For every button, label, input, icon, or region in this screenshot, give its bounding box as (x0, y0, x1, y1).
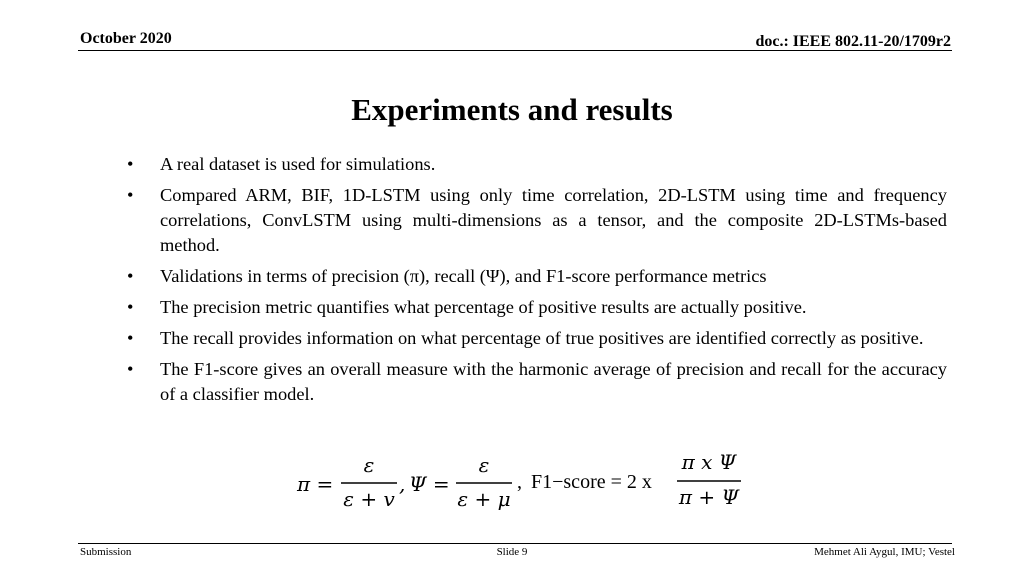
bullet-text: The precision metric quantifies what percentage of positive results are actually positive. (160, 297, 807, 317)
bullet-text: Validations in terms of precision (π), recall (Ψ), and F1-score performance metrics (160, 266, 767, 286)
pi-symbol: π = (297, 472, 334, 496)
metrics-formula (0, 448, 1024, 518)
header-rule (78, 50, 952, 51)
comma-2: , (517, 471, 522, 493)
bullet-text: Compared ARM, BIF, 1D-LSTM using only time correlation, 2D-LSTM using time and frequency correlations, ConvLSTM using multi-dimensions as a tensor, and the composite 2D-LSTMs-based method. (160, 185, 947, 255)
bullet-item (127, 326, 947, 351)
f1-numerator: π x Ψ (681, 450, 737, 474)
bullet-item (127, 183, 947, 258)
bullet-text: A real dataset is used for simulations. (160, 154, 436, 174)
footer-slide-number: Slide 9 (496, 546, 528, 558)
bullet-dot-icon: • (127, 185, 134, 205)
comma-1: , (399, 472, 406, 496)
slide-title: Experiments and results (351, 92, 673, 127)
bullet-text: The F1-score gives an overall measure with the harmonic average of precision and recall for the accuracy of a classifier model. (160, 359, 947, 404)
footer-rule (78, 543, 952, 544)
bullet-dot-icon: • (127, 266, 134, 286)
psi-numerator: ε (478, 453, 490, 477)
bullet-item (127, 152, 947, 177)
bullet-dot-icon: • (127, 359, 134, 379)
bullet-dot-icon: • (127, 297, 134, 317)
header-date: October 2020 (80, 30, 172, 47)
bullet-dot-icon: • (127, 328, 134, 348)
f1-score-label: F1−score = 2 x (531, 471, 652, 493)
footer-author: Mehmet Ali Aygul, IMU; Vestel (814, 546, 955, 558)
bullet-item (127, 295, 947, 320)
bullet-item (127, 264, 947, 289)
bullet-dot-icon: • (127, 154, 134, 174)
pi-denominator: ε + v (343, 487, 395, 511)
psi-symbol: Ψ = (409, 472, 450, 496)
formula-svg (0, 448, 1024, 518)
bullet-item (127, 357, 947, 407)
bullet-list (127, 152, 947, 413)
pi-numerator: ε (363, 453, 375, 477)
psi-denominator: ε + μ (457, 487, 511, 511)
footer-submission: Submission (80, 546, 132, 558)
bullet-text: The recall provides information on what percentage of true positives are identified correctly as positive. (160, 328, 924, 348)
header-doc-id: doc.: IEEE 802.11-20/1709r2 (755, 33, 951, 50)
f1-denominator: π + Ψ (678, 485, 740, 509)
